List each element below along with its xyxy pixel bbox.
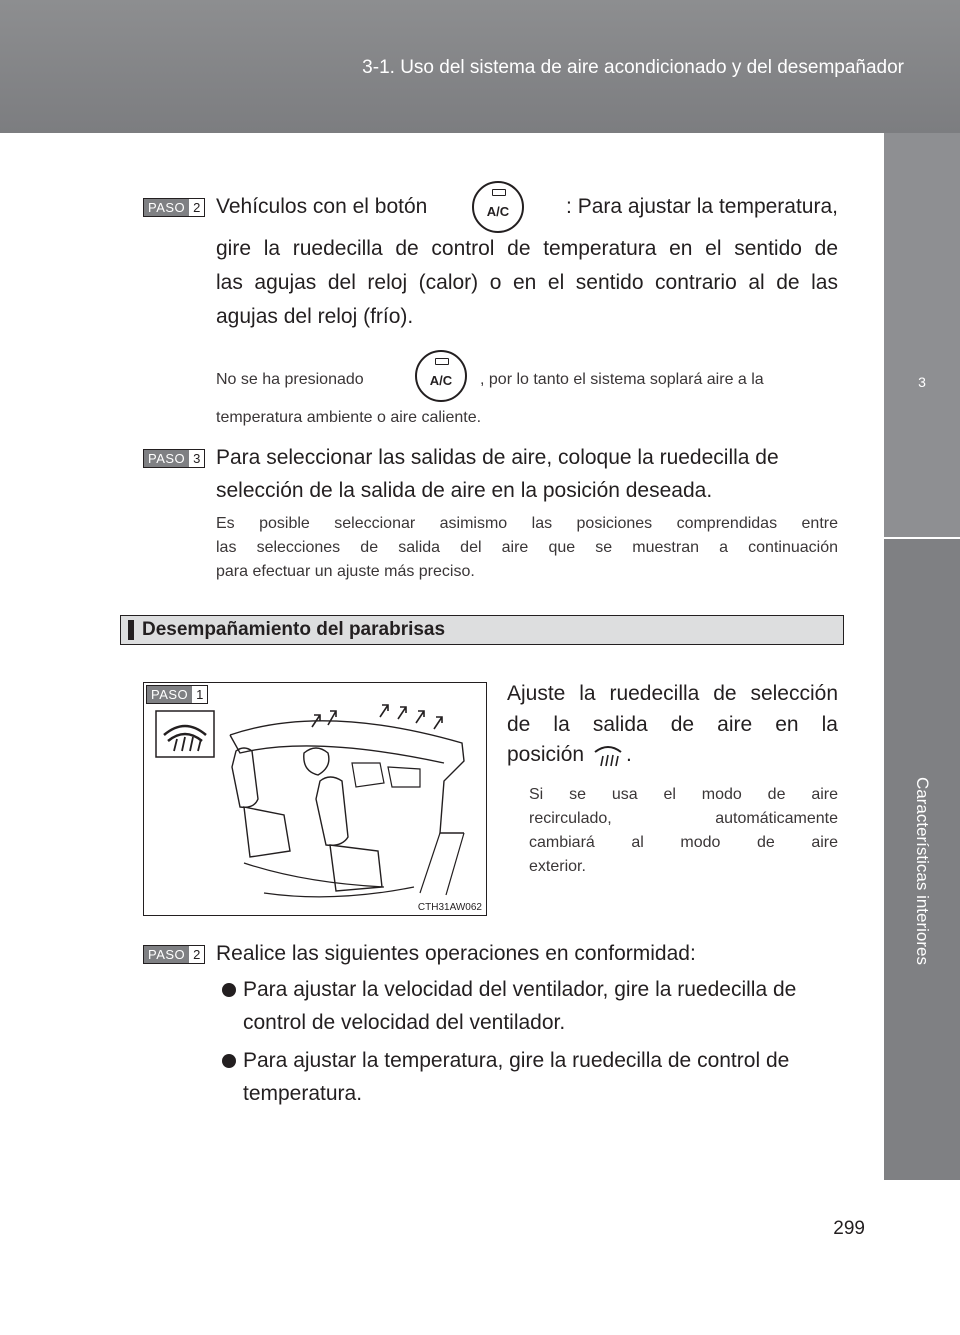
note-text: exterior. [529,858,586,875]
step-text: Realice las siguientes operaciones en conformidad: [216,942,696,965]
step-text: selección de la salida de aire en la posición deseada. [216,479,713,502]
section-marker [128,620,134,640]
step-number: 3 [189,450,204,467]
step-number: 1 [192,686,207,703]
step-word: PASO [144,946,189,963]
step-badge-paso-3 [143,449,205,468]
step-word: PASO [144,450,189,467]
bullet-icon [222,983,236,997]
note-text: No se ha presionado [216,371,364,388]
step-word: PASO [144,199,189,216]
bullet-text: temperatura. [243,1082,363,1105]
step-word: PASO [147,686,192,703]
step-text: Vehículos con el botón [216,195,428,218]
step-text: . [626,743,632,766]
passenger-seat-cushion [330,845,382,891]
bullet-text: Para ajustar la temperatura, gire la ruedecilla de control de [243,1049,790,1072]
ac-button-icon [472,181,524,233]
step-text: gire la ruedecilla de control de temperatura en el sentido de [216,237,838,260]
indicator-lamp-icon [435,358,449,365]
page-header [0,0,960,133]
illustration-code: CTH31AW062 [417,902,482,913]
indicator-lamp-icon [492,189,506,196]
note-text: temperatura ambiente o aire caliente. [216,409,482,426]
steering-wheel [304,748,329,775]
chapter-number: 3 [918,374,926,390]
door-outline [420,833,464,895]
bullet-icon [222,1054,236,1068]
rear-seat-outline [244,863,414,897]
note-text: Es posible seleccionar asimismo las posiciones comprendidas entre [216,515,838,532]
ac-button-icon [415,350,467,402]
ac-button-label: A/C [429,373,453,388]
chapter-number-box [884,133,960,539]
bullet-text: control de velocidad del ventilador. [243,1011,566,1034]
step-text: : Para ajustar la temperatura, [566,195,838,218]
chapter-label: Características interiores [913,776,932,966]
step-text: Para seleccionar las salidas de aire, coloque la ruedecilla de [216,446,779,469]
driver-seat-cushion [244,807,290,857]
passenger-seat [316,777,348,845]
dashboard-outline [230,721,464,833]
defroster-icon [593,744,623,768]
ac-button-label: A/C [486,204,510,219]
step-text: posición [507,743,585,766]
page-number: 299 [833,1218,865,1239]
car-interior-illustration [144,683,486,915]
step-text: agujas del reloj (frío). [216,305,414,328]
step-number: 2 [189,946,204,963]
note-text: recirculado, automáticamente [529,810,838,827]
step-number: 2 [189,199,204,216]
step-text: de la salida de aire en la [507,713,838,736]
note-text: para efectuar un ajuste más preciso. [216,563,475,580]
chapter-title: 3-1. Uso del sistema de aire acondicionado y del desempañador [362,57,904,78]
note-text: cambiará al modo de aire [529,834,838,851]
note-text: las selecciones de salida del aire que se muestran a continuación [216,539,838,556]
step-badge-paso-2b [143,945,205,964]
note-text: , por lo tanto el sistema soplará aire a la [480,371,764,388]
section-title: Desempañamiento del parabrisas [142,619,446,640]
step-text: Ajuste la ruedecilla de selección [507,682,838,705]
step-text: las agujas del reloj (calor) o en el sentido contrario al de las [216,271,838,294]
airflow-arrows [312,705,442,729]
chapter-side-tab [884,133,960,1180]
section-header [120,615,844,645]
step-badge-paso-2 [143,198,205,217]
note-text: Si se usa el modo de aire [529,786,838,803]
defrost-illustration [143,682,487,916]
bullet-text: Para ajustar la velocidad del ventilador, gire la ruedecilla de [243,978,797,1001]
center-console [352,763,420,787]
driver-seat [232,748,258,807]
